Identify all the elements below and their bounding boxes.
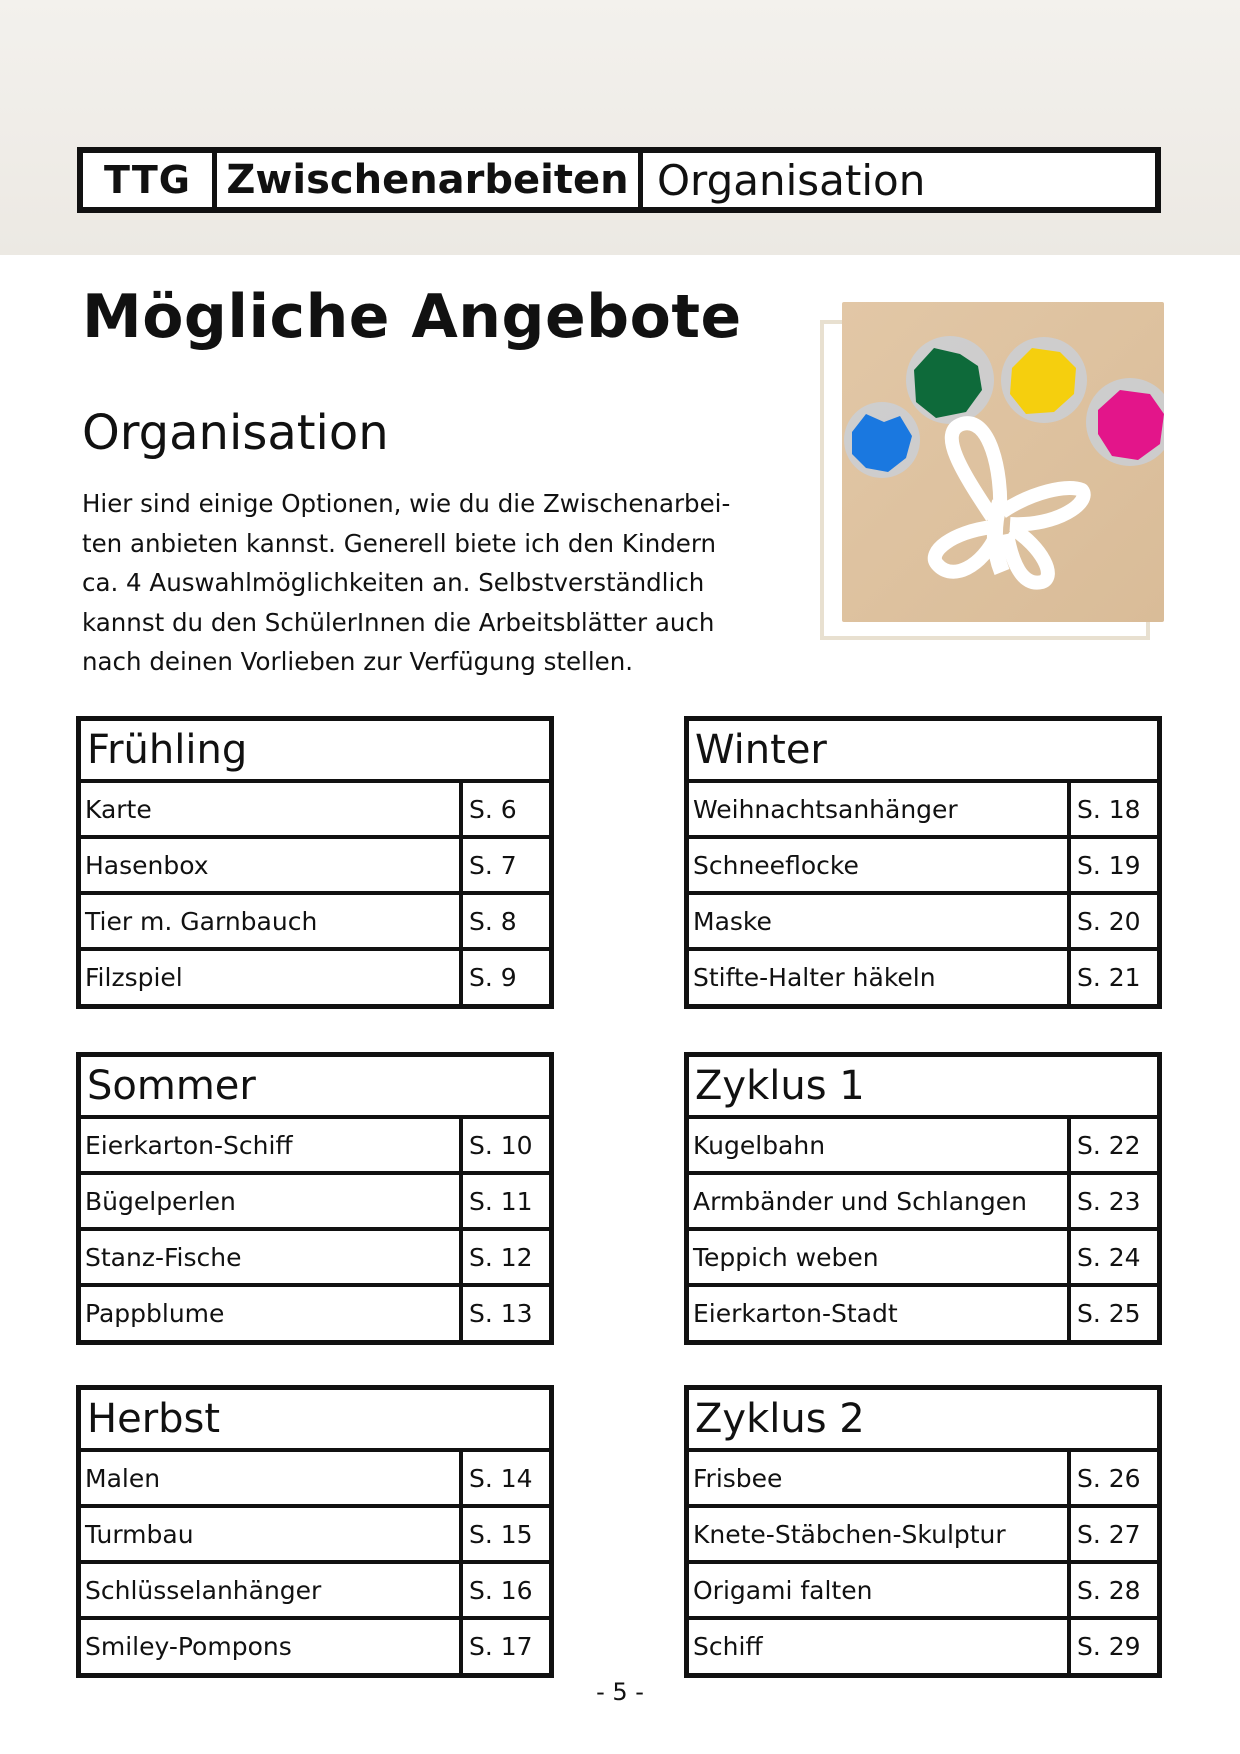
craft-photo — [842, 302, 1164, 622]
activity-page: S. 11 — [469, 1186, 533, 1216]
activity-name: Stifte-Halter häkeln — [689, 951, 1071, 1004]
activity-name: Origami falten — [689, 1564, 1071, 1616]
activity-name: Bügelperlen — [81, 1175, 463, 1227]
activity-page: S. 21 — [1077, 963, 1141, 992]
activity-name: Karte — [81, 783, 463, 835]
activity-name: Hasenbox — [81, 839, 463, 891]
activity-page: S. 17 — [469, 1632, 533, 1661]
table-row — [81, 1119, 549, 1175]
category-table — [684, 1385, 1162, 1678]
category-title: Zyklus 1 — [689, 1057, 1157, 1119]
table-row — [81, 1620, 549, 1673]
activity-page: S. 6 — [469, 794, 517, 824]
activity-page: S. 7 — [469, 850, 517, 880]
category-table — [76, 716, 554, 1009]
activity-page: S. 14 — [469, 1463, 533, 1493]
category-table — [684, 716, 1162, 1009]
activity-name: Eierkarton-Schiff — [81, 1119, 463, 1171]
category-table — [684, 1052, 1162, 1345]
category-title: Zyklus 2 — [689, 1390, 1157, 1452]
category-title: Sommer — [81, 1057, 549, 1119]
activity-name: Maske — [689, 895, 1071, 947]
activity-name: Schlüsselanhänger — [81, 1564, 463, 1616]
table-row — [81, 839, 549, 895]
table-row — [81, 1287, 549, 1340]
activity-page: S. 18 — [1077, 794, 1141, 824]
table-row — [81, 895, 549, 951]
activity-page: S. 8 — [469, 906, 517, 936]
activity-page: S. 19 — [1077, 850, 1141, 880]
table-row — [689, 1175, 1157, 1231]
table-row — [81, 1231, 549, 1287]
table-row — [81, 951, 549, 1004]
activity-page: S. 26 — [1077, 1463, 1141, 1493]
activity-page: S. 24 — [1077, 1242, 1141, 1272]
category-table — [76, 1052, 554, 1345]
category-title: Winter — [689, 721, 1157, 783]
table-row — [689, 1119, 1157, 1175]
activity-name: Stanz-Fische — [81, 1231, 463, 1283]
activity-page: S. 22 — [1077, 1130, 1141, 1160]
activity-page: S. 10 — [469, 1130, 533, 1160]
activity-name: Turmbau — [81, 1508, 463, 1560]
activity-name: Armbänder und Schlangen — [689, 1175, 1071, 1227]
category-title: Frühling — [81, 721, 549, 783]
activity-name: Smiley-Pompons — [81, 1620, 463, 1673]
table-row — [689, 951, 1157, 1004]
page-number: - 5 - — [596, 1678, 644, 1706]
table-row — [689, 1564, 1157, 1620]
intro-text — [82, 484, 782, 682]
table-row — [81, 1508, 549, 1564]
activity-name: Knete-Stäbchen-Skulptur — [689, 1508, 1071, 1560]
header-section: Organisation — [657, 155, 926, 205]
activity-page: S. 28 — [1077, 1575, 1141, 1605]
activity-page: S. 29 — [1077, 1632, 1141, 1661]
activity-name: Kugelbahn — [689, 1119, 1071, 1171]
intro-line: ca. 4 Auswahlmöglichkeiten an. Selbstverständlich — [82, 568, 705, 597]
activity-name: Weihnachtsanhänger — [689, 783, 1071, 835]
activity-name: Pappblume — [81, 1287, 463, 1340]
table-row — [689, 895, 1157, 951]
activity-page: S. 23 — [1077, 1186, 1141, 1216]
activity-page: S. 15 — [469, 1519, 533, 1549]
activity-name: Tier m. Garnbauch — [81, 895, 463, 947]
intro-line: nach deinen Vorlieben zur Verfügung stellen. — [82, 647, 634, 676]
activity-page: S. 25 — [1077, 1299, 1141, 1328]
header-bar — [77, 147, 1161, 213]
activity-name: Malen — [81, 1452, 463, 1504]
activity-page: S. 16 — [469, 1575, 533, 1605]
header-subject: TTG — [83, 153, 217, 207]
section-heading: Organisation — [82, 405, 389, 461]
activity-name: Eierkarton-Stadt — [689, 1287, 1071, 1340]
header-topic: Zwischenarbeiten — [217, 153, 643, 207]
table-row — [689, 1231, 1157, 1287]
table-row — [81, 1175, 549, 1231]
table-row — [81, 1564, 549, 1620]
header-background — [0, 0, 1240, 255]
page-title: Mögliche Angebote — [82, 282, 742, 352]
activity-page: S. 13 — [469, 1299, 533, 1328]
table-row — [689, 783, 1157, 839]
activity-name: Frisbee — [689, 1452, 1071, 1504]
category-title: Herbst — [81, 1390, 549, 1452]
table-row — [689, 1452, 1157, 1508]
activity-page: S. 27 — [1077, 1519, 1141, 1549]
craft-photo-illustration — [842, 302, 1164, 622]
intro-line: kannst du den SchülerInnen die Arbeitsblätter auch — [82, 607, 715, 637]
table-row — [689, 1620, 1157, 1673]
activity-page: S. 20 — [1077, 906, 1141, 936]
table-row — [689, 1508, 1157, 1564]
intro-line: Hier sind einige Optionen, wie du die Zwischenarbei- — [82, 489, 731, 518]
table-row — [689, 839, 1157, 895]
activity-page: S. 12 — [469, 1242, 533, 1272]
category-table — [76, 1385, 554, 1678]
table-row — [81, 1452, 549, 1508]
activity-name: Schneeflocke — [689, 839, 1071, 891]
table-row — [689, 1287, 1157, 1340]
activity-name: Teppich weben — [689, 1231, 1071, 1283]
activity-name: Schiff — [689, 1620, 1071, 1673]
activity-page: S. 9 — [469, 963, 517, 992]
table-row — [81, 783, 549, 839]
activity-name: Filzspiel — [81, 951, 463, 1004]
intro-line: ten anbieten kannst. Generell biete ich den Kindern — [82, 528, 717, 558]
